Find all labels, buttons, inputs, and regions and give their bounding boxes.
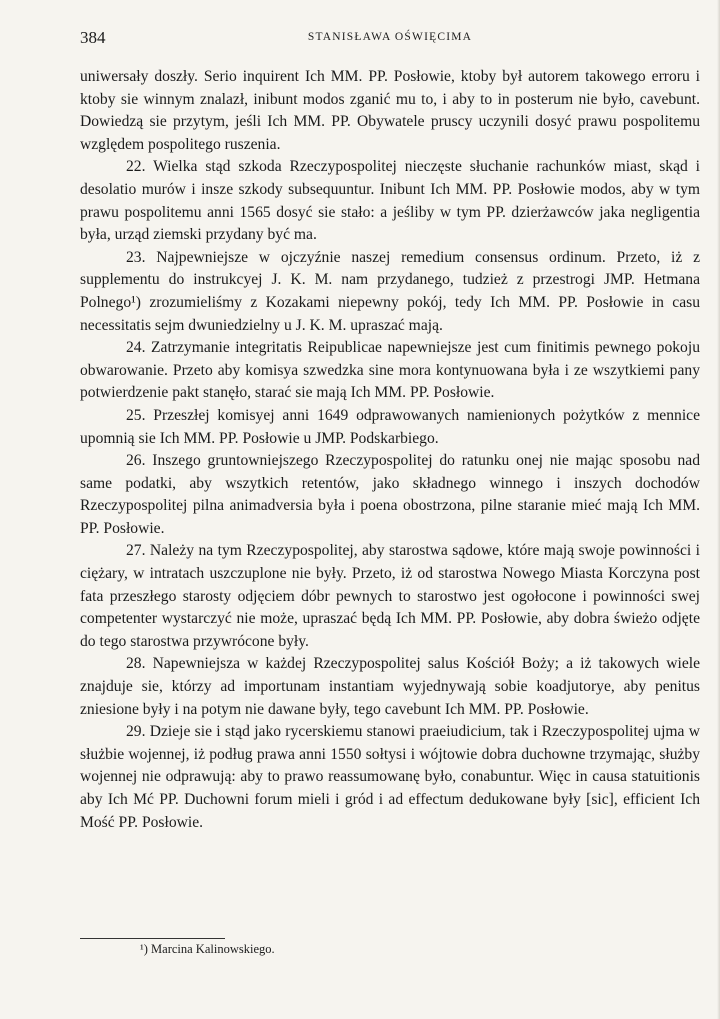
running-head: STANISŁAWA OŚWIĘCIMA <box>307 31 473 43</box>
paragraph-25: 25. Przeszłej komisyej anni 1649 odprawowanych namienionych pożytków z mennice upomnią sie Ich MM. PP. Posłowie u JMP. Podskarbiego. <box>80 406 700 447</box>
page-number: 384 <box>80 28 106 47</box>
footnote-divider <box>80 938 225 939</box>
paragraph-28: 28. Napewniejsza w każdej Rzeczypospolitej salus Kościół Boży; a iż takowych wiele znajduje sie, którzy ad importunam instantiam wyjednywają sobie koadjutorye, aby penitus zniesione były i na potym nie dawane były, tego cavebunt Ich MM. PP. Posłowie. <box>80 655 700 718</box>
page-header <box>80 28 700 52</box>
paragraph-27: 27. Należy na tym Rzeczypospolitej, aby starostwa sądowe, które mają swoje powinności i ciężary, w intratach uszczuplone nie były. Przeto, iż od starostwa Nowego Miasta Korczyna post fata przeszłego starosty odjęciem dóbr pewnych to starostwo jest ogołocone i powinności swej competenter wystarczyć nie może, upraszać będą Ich MM. PP. Posłowie, aby dobra świeżo odjęte do tego starostwa przywrócone były. <box>80 542 700 650</box>
paragraph-23: 23. Najpewniejsze w ojczyźnie naszej remedium consensus ordinum. Przeto, iż z supplementu do instrukcyej J. K. M. nam przydanego, tudzież z przestrogi JMP. Hetmana Polnego¹) zrozumieliśmy z Kozakami niepewny pokój, tedy Ich MM. PP. Posłowie in casu necessitatis sejm dwuniedzielny u J. K. M. upraszać mają. <box>80 248 700 334</box>
paragraph-26: 26. Inszego gruntowniejszego Rzeczypospolitej do ratunku onej nie mając sposobu nad same podatki, aby wszytkich retentów, jako składnego winnego i inszych dochodów Rzeczypospolitej pilna animadversia była i poena obostrzona, pilne staranie mieć mają Ich MM. PP. Posłowie. <box>80 452 700 537</box>
paragraph-29: 29. Dzieje sie i stąd jako rycerskiemu stanowi praeiudicium, tak i Rzeczypospolitej ujma w służbie wojennej, iż podług prawa anni 1550 sołtysi i wójtowie dobra duchowne trzymając, służby wojennej nie odprawują: aby to prawo reassumowanę było, conabuntur. Więc in causa statuitionis aby Ich Mć PP. Duchowni forum mieli i gród i ad effectum dedukowane były [sic], efficient Ich Mość PP. Posłowie. <box>80 723 700 831</box>
body-text <box>80 66 700 834</box>
footnote: ¹) Marcina Kalinowskiego. <box>140 942 275 956</box>
paragraph-22: 22. Wielka stąd szkoda Rzeczypospolitej nieczęste słuchanie rachunków miast, skąd i desolatio murów i insze szkody subsequuntur. Inibunt Ich MM. PP. Posłowie modos, aby w tym prawu pospolitemu anni 1565 dosyć sie stało: a jeśliby w tym PP. dzierżawców jaka negligentia była, urząd ziemski przydany być ma. <box>80 158 700 244</box>
paragraph-24: 24. Zatrzymanie integritatis Reipublicae napewniejsze jest cum finitimis pewnego pokoju obwarowanie. Przeto aby komisya szwedzka sine mora kontynuowana była i ze wszytkiemi pany potwierdzenie pakt stanęło, starać sie mają Ich MM. PP. Posłowie. <box>80 339 700 402</box>
paragraph-continuation: uniwersały doszły. Serio inquirent Ich MM. PP. Posłowie, ktoby był autorem takowego erroru i ktoby sie winnym znalazł, inibunt modos zganić mu to, i aby to in posterum nie było, cavebunt. Dowiedzą sie przytym, jeśli Ich MM. PP. Obywatele pruscy uczynili dosyć prawu pospolitemu względem pospolitego ruszenia. <box>80 68 700 153</box>
